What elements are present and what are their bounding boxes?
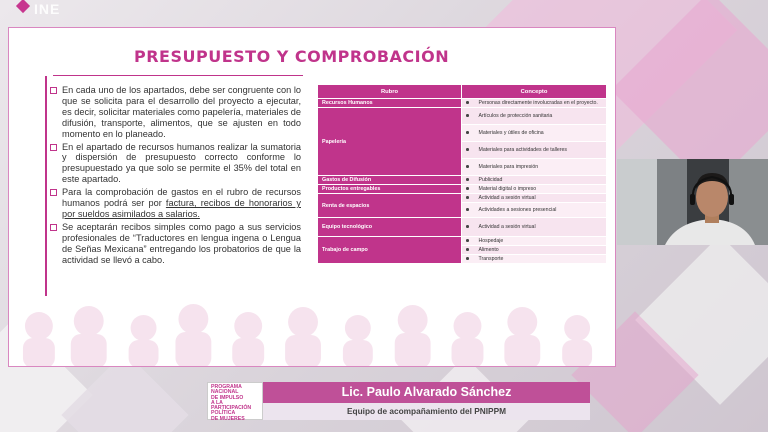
bullet-item [49, 187, 301, 220]
concepto-cell: Materiales y útiles de oficina [462, 125, 607, 142]
ine-logo-text: INE [34, 1, 61, 17]
table-row [318, 176, 607, 185]
bullet-item [49, 142, 301, 186]
bullet-item [49, 222, 301, 266]
bullet-text: Se aceptarán recibos simples como pago a sus servicios profesionales de “Traductores en lengua ingena o Lengua de Señas Mexicana” entregando los probatorios de que la actividad se llevó a cabo. [62, 221, 301, 265]
table-row [318, 99, 607, 108]
bullet-dot-icon [466, 178, 469, 181]
bullet-dot-icon [466, 196, 469, 199]
concepto-cell: Personas directamente involucradas en el proyecto. [462, 99, 607, 108]
rubro-cell: Renta de espacios [318, 194, 462, 218]
checkbox-bullet-icon [50, 189, 57, 196]
speaker-role: Equipo de acompañamiento del PNIPPM [263, 403, 590, 420]
top-bar [0, 0, 768, 24]
concepto-cell: Alimento [462, 246, 607, 255]
bullet-text: En el apartado de recursos humanos realizar la sumatoria y dispersión de presupuesto correcto conforme lo presupuestado ya que solo se permite el 35% del total en este apartado. [62, 141, 301, 185]
presentation-slide [8, 27, 616, 367]
concepto-cell: Actividad a sesión virtual [462, 194, 607, 203]
speaker-video-image [617, 159, 768, 245]
bullet-dot-icon [466, 131, 469, 134]
header-rubro: Rubro [318, 85, 462, 99]
speaker-name: Lic. Paulo Alvarado Sánchez [263, 382, 590, 403]
checkbox-bullet-icon [50, 144, 57, 151]
ine-logo [14, 1, 134, 24]
ine-logo-icon [16, 0, 30, 13]
rubro-cell: Gastos de Difusión [318, 176, 462, 185]
bullet-dot-icon [466, 165, 469, 168]
slide-title: PRESUPUESTO Y COMPROBACIÓN [134, 47, 450, 66]
concepto-cell: Hospedaje [462, 237, 607, 246]
checkbox-bullet-icon [50, 87, 57, 94]
speaker-name-banner [207, 382, 590, 420]
concepto-cell: Publicidad [462, 176, 607, 185]
header-concepto: Concepto [462, 85, 607, 99]
concepto-cell: Materiales para actividades de talleres [462, 142, 607, 159]
speaker-video-feed [617, 159, 768, 245]
rubro-cell: Productos entregables [318, 185, 462, 194]
bullet-dot-icon [466, 101, 469, 104]
table-row [318, 218, 607, 237]
program-logo: PROGRAMA NACIONAL DE IMPULSO A LA PARTICIPACIÓN POLÍTICA DE MUJERES [207, 382, 263, 420]
bullet-dot-icon [466, 187, 469, 190]
concepto-cell: Actividad a sesión virtual [462, 218, 607, 237]
rubro-cell: Equipo tecnológico [318, 218, 462, 237]
slide-background-silhouettes [9, 286, 615, 366]
left-accent-bar [45, 76, 47, 296]
rubro-cell: Trabajo de campo [318, 237, 462, 264]
concepto-cell: Material digital o impreso [462, 185, 607, 194]
budget-table [317, 84, 607, 264]
rubro-cell: Recursos Humanos [318, 99, 462, 108]
concepto-cell: Artículos de protección sanitaria [462, 108, 607, 125]
bullet-text: En cada uno de los apartados, debe ser congruente con lo que se solicita para el desarrollo del proyecto a ejecutar, es decir, solicitar materiales como papelería, materiales de difusión, transporte, alimentos, que se ajusten en todo momento en lo planeado. [62, 85, 301, 139]
concepto-cell: Transporte [462, 255, 607, 264]
checkbox-bullet-icon [50, 224, 57, 231]
table-row [318, 194, 607, 203]
title-underline [53, 75, 303, 76]
bullet-dot-icon [466, 225, 469, 228]
bullet-list [49, 85, 301, 268]
table-row [318, 185, 607, 194]
table-row [318, 237, 607, 246]
bullet-dot-icon [466, 257, 469, 260]
bullet-dot-icon [466, 239, 469, 242]
bullet-item [49, 85, 301, 140]
bullet-dot-icon [466, 148, 469, 151]
concepto-cell: Actividades a sesiones presencial [462, 203, 607, 218]
bullet-dot-icon [466, 114, 469, 117]
table-header-row [318, 85, 607, 99]
table-row [318, 108, 607, 125]
bullet-text: Para la comprobación de gastos en el rubro de recursos humanos podrá ser por [62, 187, 301, 209]
bullet-dot-icon [466, 208, 469, 211]
concepto-cell: Materiales para impresión [462, 159, 607, 176]
bullet-dot-icon [466, 248, 469, 251]
bullet-underlined-text: factura, recibos de honorarios y por sueldos asimilados a salarios. [62, 198, 301, 219]
rubro-cell: Papelería [318, 108, 462, 176]
